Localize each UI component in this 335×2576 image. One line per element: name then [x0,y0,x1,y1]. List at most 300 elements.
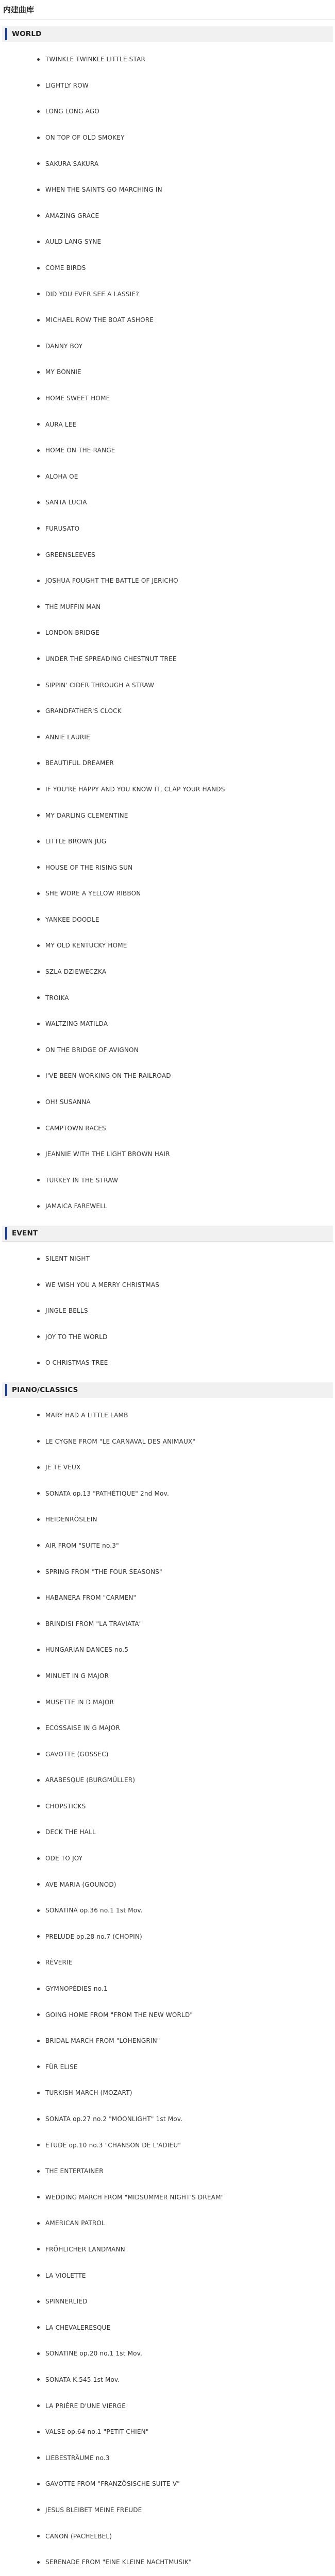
bullet-icon [37,971,40,973]
song-item[interactable] [2,1637,333,1663]
bullet-icon [37,1622,40,1625]
song-title: LONG LONG AGO [45,108,99,115]
bullet-icon [37,2092,40,2094]
song-item[interactable] [2,933,333,959]
song-item[interactable] [2,594,333,620]
section-title: PIANO/CLASSICS [12,1385,78,1394]
song-item[interactable] [2,541,333,568]
bullet-icon [37,1570,40,1573]
song-item[interactable] [2,1454,333,1481]
song-item[interactable] [2,698,333,724]
bullet-icon [37,293,40,295]
song-title: ON TOP OF OLD SMOKEY [45,134,125,142]
bullet-icon [37,501,40,504]
bullet-icon [37,1258,40,1260]
bullet-icon [37,1310,40,1312]
bullet-icon [37,788,40,790]
song-title: LONDON BRIDGE [45,629,99,637]
song-item[interactable] [2,150,333,177]
section-title: WORLD [12,30,42,38]
bullet-icon [37,1779,40,1782]
song-title: MY BONNIE [45,368,81,376]
bullet-icon [37,2144,40,2146]
bullet-icon [37,1153,40,1156]
section-header [2,1226,333,1242]
song-item[interactable] [2,46,333,73]
song-title: HEIDENRÖSLEIN [45,1516,97,1523]
bullet-icon [37,605,40,608]
song-title: AULD LANG SYNE [45,238,102,246]
song-title: WHEN THE SAINTS GO MARCHING IN [45,186,162,194]
song-item[interactable] [2,2132,333,2158]
bullet-icon [37,1127,40,1129]
bullet-icon [37,475,40,478]
bullet-icon [37,2274,40,2277]
song-item[interactable] [2,2523,333,2549]
bullet-icon [37,1023,40,1025]
song-title: MICHAEL ROW THE BOAT ASHORE [45,316,154,324]
song-title: SANTA LUCIA [45,499,87,506]
song-item[interactable] [2,2262,333,2289]
song-title: GRANDFATHER'S CLOCK [45,707,122,715]
song-title: GYMNOPÉDIES no.1 [45,1985,108,1993]
bullet-icon [37,1075,40,1077]
song-title: FURUSATO [45,524,80,532]
song-item[interactable] [2,516,333,542]
bullet-icon [37,2561,40,2564]
song-title: JINGLE BELLS [45,1307,88,1315]
song-title: SONATINE op.20 no.1 1st Mov. [45,2350,143,2358]
song-title: SONATINA op.36 no.1 1st Mov. [45,1907,143,1914]
song-item[interactable] [2,1350,333,1376]
bullet-icon [37,2535,40,2537]
song-list [2,1398,333,2576]
bullet-icon [37,1857,40,1860]
song-title: FRÖHLICHER LANDMANN [45,2245,125,2253]
bullet-icon [37,1048,40,1051]
song-library [0,26,335,2576]
song-item[interactable] [2,125,333,151]
song-title: LIGHTLY ROW [45,81,89,89]
song-title: GOING HOME FROM "FROM THE NEW WORLD" [45,2011,193,2019]
bullet-icon [37,2013,40,2016]
song-title: ARABESQUE (BURGMÜLLER) [45,1776,136,1784]
section-accent-bar [5,1227,7,1240]
song-item[interactable] [2,907,333,933]
bullet-icon [37,214,40,217]
song-item[interactable] [2,1063,333,1089]
song-item[interactable] [2,1950,333,1976]
bullet-icon [37,1674,40,1677]
bullet-icon [37,2352,40,2355]
song-title: DID YOU EVER SEE A LASSIE? [45,290,139,298]
song-item[interactable] [2,2341,333,2367]
song-title: OH! SUSANNA [45,1098,91,1106]
page-header: 内建曲库 [0,0,335,20]
song-item[interactable] [2,2028,333,2054]
song-title: THE MUFFIN MAN [45,603,101,611]
bullet-icon [37,892,40,895]
bullet-icon [37,2065,40,2068]
bullet-icon [37,267,40,269]
song-item[interactable] [2,1611,333,1637]
song-title: TURKEY IN THE STRAW [45,1176,119,1184]
song-item[interactable] [2,620,333,646]
song-item[interactable] [2,985,333,1011]
song-title: ANNIE LAURIE [45,733,90,741]
bullet-icon [37,1727,40,1730]
bullet-icon [37,2431,40,2433]
song-title: ON THE BRIDGE OF AVIGNON [45,1046,139,1054]
song-item[interactable] [2,1558,333,1585]
song-item[interactable] [2,177,333,203]
song-title: JEANNIE WITH THE LIGHT BROWN HAIR [45,1150,170,1158]
song-item[interactable] [2,1533,333,1559]
bullet-icon [37,2118,40,2121]
song-title: SONATA op.27 no.2 "MOONLIGHT" 1st Mov. [45,2115,183,2123]
bullet-icon [37,2248,40,2250]
song-title: GREENSLEEVES [45,551,96,558]
bullet-icon [37,1961,40,1964]
song-item[interactable] [2,1715,333,1741]
bullet-icon [37,632,40,634]
bullet-icon [37,527,40,530]
song-title: MINUET IN G MAJOR [45,1672,109,1680]
song-item[interactable] [2,2367,333,2393]
song-title: LA VIOLETTE [45,2272,86,2279]
song-item[interactable] [2,2106,333,2132]
song-title: YANKEE DOODLE [45,916,99,923]
song-item[interactable] [2,2054,333,2080]
song-item[interactable] [2,1141,333,1167]
bullet-icon [37,840,40,843]
song-item[interactable] [2,1871,333,1897]
song-item[interactable] [2,2080,333,2106]
song-item[interactable] [2,1767,333,1793]
song-item[interactable] [2,2289,333,2315]
song-item[interactable] [2,98,333,125]
bullet-icon [37,162,40,165]
song-item[interactable] [2,2314,333,2341]
song-title: HUNGARIAN DANCES no.5 [45,1646,129,1654]
song-item[interactable] [2,854,333,880]
song-title: LE CYGNE FROM "LE CARNAVAL DES ANIMAUX" [45,1437,196,1445]
song-title: ETUDE op.10 no.3 "CHANSON DE L'ADIEU" [45,2141,181,2149]
song-title: LA PRIÈRE D'UNE VIERGE [45,2402,126,2410]
song-item[interactable] [2,1924,333,1950]
song-item[interactable] [2,1793,333,1820]
bullet-icon [37,1283,40,1286]
song-title: VALSE op.64 no.1 "PETIT CHIEN" [45,2428,149,2436]
song-item[interactable] [2,802,333,828]
song-item[interactable] [2,385,333,412]
song-title: MUSETTE IN D MAJOR [45,1698,114,1706]
song-title: DANNY BOY [45,342,83,350]
song-item[interactable] [2,1845,333,1872]
bullet-icon [37,1988,40,1990]
song-title: LA CHEVALERESQUE [45,2324,111,2331]
song-item[interactable] [2,750,333,776]
song-title: MY OLD KENTUCKY HOME [45,942,127,950]
song-item[interactable] [2,437,333,464]
song-item[interactable] [2,1272,333,1298]
song-item[interactable] [2,1298,333,1324]
song-title: UNDER THE SPREADING CHESTNUT TREE [45,655,177,663]
bullet-icon [37,319,40,321]
bullet-icon [37,1440,40,1443]
song-item[interactable] [2,1428,333,1454]
bullet-icon [37,84,40,87]
bullet-icon [37,944,40,947]
song-title: BRINDISI FROM "LA TRAVIATA" [45,1620,142,1628]
section-event [2,1226,333,1376]
song-title: MY DARLING CLEMENTINE [45,811,128,819]
song-item[interactable] [2,1480,333,1506]
song-title: WE WISH YOU A MERRY CHRISTMAS [45,1281,160,1289]
song-title: TURKISH MARCH (MOZART) [45,2089,132,2097]
bullet-icon [37,996,40,999]
song-item[interactable] [2,255,333,281]
bullet-icon [37,736,40,738]
song-item[interactable] [2,1037,333,1063]
bullet-icon [37,710,40,713]
song-item[interactable] [2,1246,333,1272]
song-title: TWINKLE TWINKLE LITTLE STAR [45,56,146,63]
bullet-icon [37,1205,40,1208]
song-title: HOME ON THE RANGE [45,447,115,454]
song-title: JOY TO THE WORLD [45,1333,108,1341]
bullet-icon [37,2040,40,2042]
song-title: HOUSE OF THE RISING SUN [45,863,133,871]
song-item[interactable] [2,2158,333,2184]
bullet-icon [37,553,40,556]
bullet-icon [37,1753,40,1755]
song-title: HOME SWEET HOME [45,395,110,402]
song-item[interactable] [2,2393,333,2419]
song-item[interactable] [2,1011,333,1037]
bullet-icon [37,137,40,139]
bullet-icon [37,814,40,817]
song-item[interactable] [2,2210,333,2236]
bullet-icon [37,580,40,582]
song-title: JOSHUA FOUGHT THE BATTLE OF JERICHO [45,577,178,585]
song-item[interactable] [2,1897,333,1924]
bullet-icon [37,110,40,113]
song-item[interactable] [2,229,333,255]
song-title: AURA LEE [45,420,77,428]
song-title: BEAUTIFUL DREAMER [45,759,114,767]
bullet-icon [37,189,40,191]
bullet-icon [37,58,40,61]
song-title: AVE MARIA (GOUNOD) [45,1880,116,1888]
bullet-icon [37,2222,40,2225]
bullet-icon [37,1909,40,1912]
song-title: SHE WORE A YELLOW RIBBON [45,890,141,897]
section-accent-bar [5,28,7,40]
bullet-icon [37,2456,40,2459]
song-title: BRIDAL MARCH FROM "LOHENGRIN" [45,2037,160,2045]
song-title: AMAZING GRACE [45,212,99,219]
section-header [2,1382,333,1398]
bullet-icon [37,1701,40,1703]
song-title: SZLA DZIEWECZKA [45,968,107,976]
bullet-icon [37,1179,40,1181]
section-header [2,26,333,42]
song-item[interactable] [2,1089,333,1115]
section-world [2,26,333,1219]
bullet-icon [37,1362,40,1364]
bullet-icon [37,241,40,243]
song-title: COME BIRDS [45,264,86,272]
bullet-icon [37,2326,40,2329]
song-item[interactable] [2,672,333,698]
song-title: WALTZING MATILDA [45,1020,108,1028]
song-title: SILENT NIGHT [45,1255,90,1263]
song-item[interactable] [2,568,333,594]
song-title: SERENADE FROM "EINE KLEINE NACHTMUSIK" [45,2558,192,2566]
bullet-icon [37,2509,40,2511]
song-title: CAMPTOWN RACES [45,1124,106,1132]
song-item[interactable] [2,646,333,672]
song-item[interactable] [2,307,333,333]
bullet-icon [37,1101,40,1104]
song-title: ODE TO JOY [45,1855,83,1862]
bullet-icon [37,449,40,452]
song-title: SPRING FROM "THE FOUR SEASONS" [45,1568,162,1575]
section-piano-classics [2,1382,333,2576]
song-title: LIEBESTRÄUME no.3 [45,2454,110,2462]
song-list [2,42,333,1219]
song-item[interactable] [2,724,333,750]
bullet-icon [37,371,40,374]
bullet-icon [37,684,40,686]
bullet-icon [37,2300,40,2303]
song-title: HABANERA FROM "CARMEN" [45,1594,137,1602]
bullet-icon [37,1805,40,1807]
song-item[interactable] [2,359,333,385]
song-title: WEDDING MARCH FROM "MIDSUMMER NIGHT'S DREAM" [45,2193,224,2201]
song-title: GAVOTTE (GOSSEC) [45,1750,109,1758]
song-title: ALOHA OE [45,472,78,480]
song-item[interactable] [2,1819,333,1845]
bullet-icon [37,423,40,426]
bullet-icon [37,1466,40,1469]
song-item[interactable] [2,464,333,490]
bullet-icon [37,1414,40,1416]
song-title: CHOPSTICKS [45,1802,86,1810]
song-title: LITTLE BROWN JUG [45,838,107,845]
song-title: GAVOTTE FROM "FRANZÖSISCHE SUITE V" [45,2480,180,2488]
song-title: IF YOU'RE HAPPY AND YOU KNOW IT, CLAP YOUR HANDS [45,785,225,793]
song-item[interactable] [2,1193,333,1219]
song-title: JAMAICA FAREWELL [45,1202,107,1210]
song-title: AMERICAN PATROL [45,2219,105,2227]
song-title: PRELUDE op.28 no.7 (CHOPIN) [45,1933,142,1940]
bullet-icon [37,657,40,660]
song-item[interactable] [2,1741,333,1767]
song-item[interactable] [2,1663,333,1689]
song-title: TROIKA [45,994,69,1002]
bullet-icon [37,762,40,765]
section-title: EVENT [12,1229,38,1238]
song-title: SONATA op.13 "PATHÉTIQUE" 2nd Mov. [45,1489,169,1497]
song-item[interactable] [2,776,333,803]
section-accent-bar [5,1384,7,1396]
song-title: AIR FROM "SUITE no.3" [45,1541,119,1549]
song-item[interactable] [2,959,333,985]
bullet-icon [37,866,40,869]
song-item[interactable] [2,880,333,907]
bullet-icon [37,2196,40,2198]
song-item[interactable] [2,2184,333,2211]
song-item[interactable] [2,1976,333,2002]
song-item[interactable] [2,281,333,307]
song-item[interactable] [2,2236,333,2263]
bullet-icon [37,1649,40,1651]
bullet-icon [37,2483,40,2485]
song-title: SONATA K.545 1st Mov. [45,2376,120,2383]
song-title: SAKURA SAKURA [45,160,99,167]
song-item[interactable] [2,1324,333,1350]
bullet-icon [37,1518,40,1521]
song-title: DECK THE HALL [45,1828,96,1836]
song-title: THE ENTERTAINER [45,2167,104,2175]
bullet-icon [37,1492,40,1495]
song-title: O CHRISTMAS TREE [45,1359,108,1367]
song-title: I'VE BEEN WORKING ON THE RAILROAD [45,1072,171,1080]
song-item[interactable] [2,411,333,437]
song-title: RÊVERIE [45,1959,73,1967]
song-title: SIPPIN' CIDER THROUGH A STRAW [45,681,155,689]
song-item[interactable] [2,1167,333,1194]
song-list [2,1242,333,1376]
song-item[interactable] [2,333,333,360]
song-item[interactable] [2,1585,333,1611]
bullet-icon [37,1831,40,1834]
song-item[interactable] [2,2419,333,2445]
song-title: JE TE VEUX [45,1464,81,1471]
song-item[interactable] [2,489,333,516]
song-item[interactable] [2,828,333,855]
song-item[interactable] [2,1506,333,1533]
song-item[interactable] [2,2445,333,2471]
song-title: CANON (PACHELBEL) [45,2532,112,2540]
song-item[interactable] [2,203,333,229]
bullet-icon [37,2170,40,2173]
song-item[interactable] [2,2497,333,2523]
song-item[interactable] [2,2549,333,2575]
bullet-icon [37,1597,40,1599]
song-title: MARY HAD A LITTLE LAMB [45,1411,128,1419]
bullet-icon [37,397,40,400]
bullet-icon [37,918,40,921]
bullet-icon [37,2378,40,2381]
bullet-icon [37,1335,40,1338]
song-item[interactable] [2,1115,333,1141]
song-title: ECOSSAISE IN G MAJOR [45,1724,120,1732]
song-item[interactable] [2,2002,333,2028]
song-item[interactable] [2,1689,333,1715]
song-title: JESUS BLEIBET MEINE FREUDE [45,2506,142,2514]
bullet-icon [37,2404,40,2407]
bullet-icon [37,345,40,347]
song-item[interactable] [2,73,333,99]
song-item[interactable] [2,2471,333,2497]
song-item[interactable] [2,1402,333,1429]
song-title: FÜR ELISE [45,2063,78,2071]
bullet-icon [37,1883,40,1886]
song-title: SPINNERLIED [45,2298,88,2306]
